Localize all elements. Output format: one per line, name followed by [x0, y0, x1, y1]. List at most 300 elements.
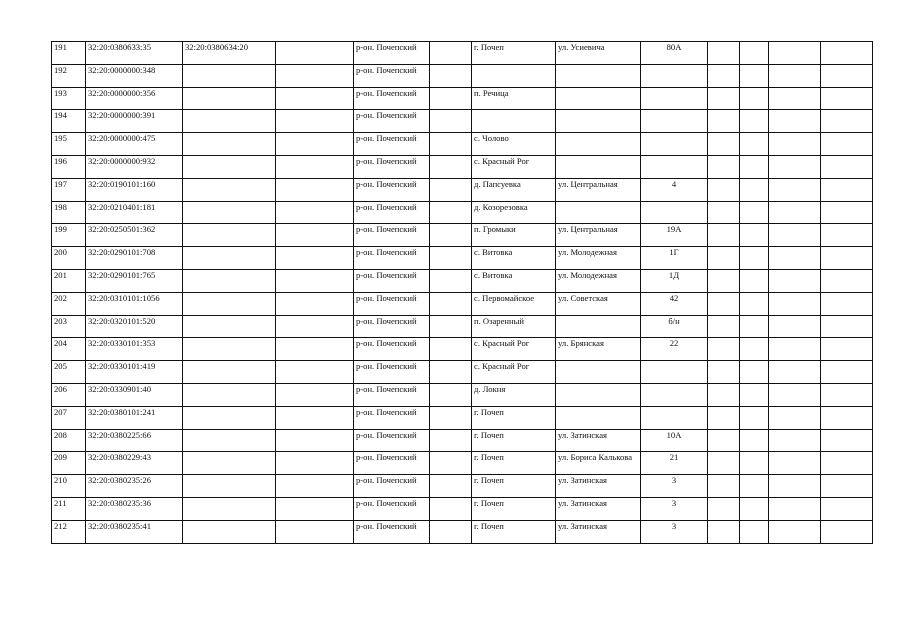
table-row	[52, 201, 873, 224]
table-row	[52, 224, 873, 247]
empty-cell	[821, 406, 873, 429]
row-number-cell: 210	[52, 475, 86, 498]
empty-cell	[821, 64, 873, 87]
table-row	[52, 475, 873, 498]
parent-cadastral-number-cell	[183, 292, 276, 315]
house-number-cell: 1Д	[641, 269, 708, 292]
table-row	[52, 361, 873, 384]
house-number-cell: 3	[641, 520, 708, 543]
empty-cell	[708, 406, 740, 429]
settlement-municipality-cell	[430, 133, 472, 156]
locality-cell: с. Витовка	[472, 269, 556, 292]
empty-cell	[740, 406, 769, 429]
settlement-municipality-cell	[430, 155, 472, 178]
row-number-cell: 209	[52, 452, 86, 475]
street-cell: ул. Усиевича	[556, 42, 641, 65]
extra-field-cell	[276, 361, 354, 384]
empty-cell	[740, 110, 769, 133]
empty-cell	[769, 383, 821, 406]
row-number-cell: 212	[52, 520, 86, 543]
parent-cadastral-number-cell	[183, 452, 276, 475]
empty-cell	[740, 429, 769, 452]
street-cell	[556, 315, 641, 338]
parent-cadastral-number-cell	[183, 475, 276, 498]
extra-field-cell	[276, 497, 354, 520]
cadastral-number-cell: 32:20:0330101:353	[86, 338, 183, 361]
table-row	[52, 429, 873, 452]
cadastral-number-cell: 32:20:0000000:932	[86, 155, 183, 178]
house-number-cell: 3	[641, 497, 708, 520]
empty-cell	[769, 475, 821, 498]
empty-cell	[821, 361, 873, 384]
house-number-cell: 1Г	[641, 247, 708, 270]
table-row	[52, 133, 873, 156]
street-cell: ул. Бориса Калькова	[556, 452, 641, 475]
empty-cell	[708, 338, 740, 361]
table-row	[52, 383, 873, 406]
extra-field-cell	[276, 292, 354, 315]
settlement-municipality-cell	[430, 42, 472, 65]
locality-cell: с. Красный Рог	[472, 155, 556, 178]
empty-cell	[769, 269, 821, 292]
empty-cell	[821, 224, 873, 247]
parent-cadastral-number-cell	[183, 338, 276, 361]
cadastral-number-cell: 32:20:0290101:765	[86, 269, 183, 292]
empty-cell	[740, 520, 769, 543]
extra-field-cell	[276, 201, 354, 224]
extra-field-cell	[276, 383, 354, 406]
empty-cell	[769, 224, 821, 247]
settlement-municipality-cell	[430, 201, 472, 224]
street-cell: ул. Советская	[556, 292, 641, 315]
empty-cell	[821, 42, 873, 65]
row-number-cell: 206	[52, 383, 86, 406]
district-cell: р-он. Почепский	[354, 520, 430, 543]
table-row	[52, 178, 873, 201]
empty-cell	[821, 520, 873, 543]
cadastral-number-cell: 32:20:0250501:362	[86, 224, 183, 247]
cadastral-number-cell: 32:20:0310101:1056	[86, 292, 183, 315]
district-cell: р-он. Почепский	[354, 452, 430, 475]
district-cell: р-он. Почепский	[354, 338, 430, 361]
parent-cadastral-number-cell	[183, 64, 276, 87]
empty-cell	[708, 201, 740, 224]
district-cell: р-он. Почепский	[354, 429, 430, 452]
row-number-cell: 192	[52, 64, 86, 87]
row-number-cell: 198	[52, 201, 86, 224]
settlement-municipality-cell	[430, 87, 472, 110]
house-number-cell: 4	[641, 178, 708, 201]
house-number-cell	[641, 64, 708, 87]
empty-cell	[708, 42, 740, 65]
row-number-cell: 200	[52, 247, 86, 270]
empty-cell	[740, 247, 769, 270]
table-row	[52, 269, 873, 292]
empty-cell	[740, 383, 769, 406]
empty-cell	[740, 292, 769, 315]
cadastral-number-cell: 32:20:0380235:36	[86, 497, 183, 520]
empty-cell	[740, 361, 769, 384]
district-cell: р-он. Почепский	[354, 110, 430, 133]
empty-cell	[821, 178, 873, 201]
empty-cell	[821, 497, 873, 520]
house-number-cell: 42	[641, 292, 708, 315]
district-cell: р-он. Почепский	[354, 247, 430, 270]
table-row	[52, 87, 873, 110]
cadastral-number-cell: 32:20:0000000:391	[86, 110, 183, 133]
empty-cell	[769, 155, 821, 178]
empty-cell	[769, 110, 821, 133]
table-row	[52, 110, 873, 133]
row-number-cell: 208	[52, 429, 86, 452]
street-cell	[556, 64, 641, 87]
parent-cadastral-number-cell	[183, 224, 276, 247]
street-cell	[556, 110, 641, 133]
district-cell: р-он. Почепский	[354, 42, 430, 65]
parent-cadastral-number-cell	[183, 383, 276, 406]
district-cell: р-он. Почепский	[354, 315, 430, 338]
row-number-cell: 196	[52, 155, 86, 178]
settlement-municipality-cell	[430, 178, 472, 201]
extra-field-cell	[276, 315, 354, 338]
empty-cell	[821, 110, 873, 133]
empty-cell	[821, 292, 873, 315]
street-cell	[556, 383, 641, 406]
house-number-cell	[641, 87, 708, 110]
table-row	[52, 452, 873, 475]
settlement-municipality-cell	[430, 64, 472, 87]
empty-cell	[821, 429, 873, 452]
empty-cell	[740, 315, 769, 338]
cadastral-number-cell: 32:20:0330901:40	[86, 383, 183, 406]
house-number-cell	[641, 155, 708, 178]
district-cell: р-он. Почепский	[354, 178, 430, 201]
empty-cell	[769, 133, 821, 156]
table-row	[52, 497, 873, 520]
empty-cell	[821, 315, 873, 338]
empty-cell	[769, 292, 821, 315]
row-number-cell: 201	[52, 269, 86, 292]
house-number-cell: 19А	[641, 224, 708, 247]
street-cell: ул. Затинская	[556, 520, 641, 543]
house-number-cell: б/н	[641, 315, 708, 338]
settlement-municipality-cell	[430, 452, 472, 475]
empty-cell	[769, 201, 821, 224]
table-row	[52, 42, 873, 65]
extra-field-cell	[276, 269, 354, 292]
table-row	[52, 292, 873, 315]
house-number-cell: 10А	[641, 429, 708, 452]
table-body	[52, 42, 873, 544]
settlement-municipality-cell	[430, 269, 472, 292]
district-cell: р-он. Почепский	[354, 87, 430, 110]
house-number-cell: 80А	[641, 42, 708, 65]
empty-cell	[708, 178, 740, 201]
parent-cadastral-number-cell	[183, 429, 276, 452]
empty-cell	[821, 269, 873, 292]
street-cell	[556, 406, 641, 429]
empty-cell	[821, 338, 873, 361]
empty-cell	[708, 292, 740, 315]
empty-cell	[708, 452, 740, 475]
locality-cell: г. Почеп	[472, 452, 556, 475]
street-cell	[556, 361, 641, 384]
street-cell: ул. Затинская	[556, 497, 641, 520]
empty-cell	[821, 383, 873, 406]
settlement-municipality-cell	[430, 315, 472, 338]
cadastral-number-cell: 32:20:0000000:475	[86, 133, 183, 156]
empty-cell	[769, 315, 821, 338]
locality-cell: с. Первомайское	[472, 292, 556, 315]
empty-cell	[740, 133, 769, 156]
locality-cell: д. Козорезовка	[472, 201, 556, 224]
settlement-municipality-cell	[430, 361, 472, 384]
empty-cell	[708, 429, 740, 452]
row-number-cell: 202	[52, 292, 86, 315]
empty-cell	[740, 178, 769, 201]
empty-cell	[740, 497, 769, 520]
settlement-municipality-cell	[430, 406, 472, 429]
cadastral-number-cell: 32:20:0290101:708	[86, 247, 183, 270]
empty-cell	[740, 452, 769, 475]
district-cell: р-он. Почепский	[354, 64, 430, 87]
empty-cell	[769, 42, 821, 65]
street-cell: ул. Брянская	[556, 338, 641, 361]
empty-cell	[821, 247, 873, 270]
empty-cell	[740, 155, 769, 178]
row-number-cell: 195	[52, 133, 86, 156]
empty-cell	[740, 269, 769, 292]
empty-cell	[821, 201, 873, 224]
house-number-cell: 21	[641, 452, 708, 475]
empty-cell	[708, 497, 740, 520]
street-cell	[556, 133, 641, 156]
cadastral-number-cell: 32:20:0380225:66	[86, 429, 183, 452]
empty-cell	[821, 87, 873, 110]
settlement-municipality-cell	[430, 383, 472, 406]
empty-cell	[769, 178, 821, 201]
parent-cadastral-number-cell	[183, 520, 276, 543]
cadastral-number-cell: 32:20:0380101:241	[86, 406, 183, 429]
settlement-municipality-cell	[430, 497, 472, 520]
locality-cell: д. Локня	[472, 383, 556, 406]
street-cell	[556, 201, 641, 224]
settlement-municipality-cell	[430, 247, 472, 270]
empty-cell	[821, 475, 873, 498]
extra-field-cell	[276, 178, 354, 201]
parent-cadastral-number-cell	[183, 315, 276, 338]
empty-cell	[740, 224, 769, 247]
empty-cell	[740, 338, 769, 361]
empty-cell	[769, 429, 821, 452]
empty-cell	[708, 361, 740, 384]
house-number-cell	[641, 383, 708, 406]
locality-cell: п. Речица	[472, 87, 556, 110]
house-number-cell	[641, 406, 708, 429]
table-row	[52, 247, 873, 270]
extra-field-cell	[276, 133, 354, 156]
row-number-cell: 199	[52, 224, 86, 247]
street-cell: ул. Затинская	[556, 429, 641, 452]
row-number-cell: 193	[52, 87, 86, 110]
extra-field-cell	[276, 475, 354, 498]
cadastral-number-cell: 32:20:0380235:41	[86, 520, 183, 543]
table-row	[52, 155, 873, 178]
empty-cell	[821, 133, 873, 156]
settlement-municipality-cell	[430, 475, 472, 498]
empty-cell	[740, 42, 769, 65]
empty-cell	[708, 520, 740, 543]
cadastral-number-cell: 32:20:0330101:419	[86, 361, 183, 384]
locality-cell: с. Красный Рог	[472, 338, 556, 361]
parent-cadastral-number-cell	[183, 361, 276, 384]
house-number-cell	[641, 361, 708, 384]
empty-cell	[769, 247, 821, 270]
empty-cell	[769, 361, 821, 384]
street-cell	[556, 155, 641, 178]
district-cell: р-он. Почепский	[354, 224, 430, 247]
cadastral-number-cell: 32:20:0000000:356	[86, 87, 183, 110]
street-cell: ул. Центральная	[556, 178, 641, 201]
house-number-cell	[641, 133, 708, 156]
house-number-cell: 3	[641, 475, 708, 498]
locality-cell: г. Почеп	[472, 475, 556, 498]
extra-field-cell	[276, 224, 354, 247]
empty-cell	[769, 338, 821, 361]
extra-field-cell	[276, 520, 354, 543]
extra-field-cell	[276, 452, 354, 475]
row-number-cell: 205	[52, 361, 86, 384]
empty-cell	[769, 64, 821, 87]
locality-cell: г. Почеп	[472, 520, 556, 543]
empty-cell	[708, 87, 740, 110]
row-number-cell: 203	[52, 315, 86, 338]
locality-cell: с. Витовка	[472, 247, 556, 270]
empty-cell	[740, 201, 769, 224]
extra-field-cell	[276, 406, 354, 429]
empty-cell	[708, 110, 740, 133]
cadastral-number-cell: 32:20:0210401:181	[86, 201, 183, 224]
parent-cadastral-number-cell	[183, 497, 276, 520]
empty-cell	[708, 315, 740, 338]
parent-cadastral-number-cell	[183, 247, 276, 270]
cadastral-number-cell: 32:20:0380229:43	[86, 452, 183, 475]
extra-field-cell	[276, 64, 354, 87]
parent-cadastral-number-cell	[183, 178, 276, 201]
street-cell: ул. Центральная	[556, 224, 641, 247]
row-number-cell: 211	[52, 497, 86, 520]
empty-cell	[769, 452, 821, 475]
table-row	[52, 338, 873, 361]
district-cell: р-он. Почепский	[354, 133, 430, 156]
empty-cell	[769, 406, 821, 429]
parent-cadastral-number-cell	[183, 87, 276, 110]
empty-cell	[708, 64, 740, 87]
table-row	[52, 406, 873, 429]
empty-cell	[708, 155, 740, 178]
locality-cell: г. Почеп	[472, 429, 556, 452]
locality-cell	[472, 110, 556, 133]
empty-cell	[708, 224, 740, 247]
district-cell: р-он. Почепский	[354, 475, 430, 498]
table-row	[52, 64, 873, 87]
settlement-municipality-cell	[430, 429, 472, 452]
settlement-municipality-cell	[430, 338, 472, 361]
district-cell: р-он. Почепский	[354, 406, 430, 429]
cadastral-number-cell: 32:20:0000000:348	[86, 64, 183, 87]
district-cell: р-он. Почепский	[354, 201, 430, 224]
empty-cell	[821, 452, 873, 475]
locality-cell: г. Почеп	[472, 497, 556, 520]
locality-cell: д. Папсуевка	[472, 178, 556, 201]
empty-cell	[769, 87, 821, 110]
settlement-municipality-cell	[430, 224, 472, 247]
street-cell: ул. Молодежная	[556, 247, 641, 270]
cadastral-number-cell: 32:20:0320101:520	[86, 315, 183, 338]
empty-cell	[708, 475, 740, 498]
row-number-cell: 197	[52, 178, 86, 201]
settlement-municipality-cell	[430, 110, 472, 133]
empty-cell	[769, 520, 821, 543]
row-number-cell: 204	[52, 338, 86, 361]
parent-cadastral-number-cell	[183, 155, 276, 178]
street-cell: ул. Затинская	[556, 475, 641, 498]
empty-cell	[821, 155, 873, 178]
district-cell: р-он. Почепский	[354, 292, 430, 315]
empty-cell	[740, 87, 769, 110]
empty-cell	[740, 475, 769, 498]
parent-cadastral-number-cell	[183, 201, 276, 224]
extra-field-cell	[276, 110, 354, 133]
parent-cadastral-number-cell	[183, 110, 276, 133]
settlement-municipality-cell	[430, 292, 472, 315]
locality-cell: п. Озаренный	[472, 315, 556, 338]
extra-field-cell	[276, 429, 354, 452]
register-table	[51, 41, 873, 544]
locality-cell: с. Красный Рог	[472, 361, 556, 384]
cadastral-number-cell: 32:20:0380633:35	[86, 42, 183, 65]
house-number-cell: 22	[641, 338, 708, 361]
empty-cell	[740, 64, 769, 87]
cadastral-number-cell: 32:20:0190101:160	[86, 178, 183, 201]
district-cell: р-он. Почепский	[354, 269, 430, 292]
extra-field-cell	[276, 338, 354, 361]
locality-cell: г. Почеп	[472, 42, 556, 65]
house-number-cell	[641, 201, 708, 224]
locality-cell: с. Чолово	[472, 133, 556, 156]
locality-cell	[472, 64, 556, 87]
parent-cadastral-number-cell	[183, 269, 276, 292]
row-number-cell: 194	[52, 110, 86, 133]
locality-cell: п. Громыки	[472, 224, 556, 247]
empty-cell	[769, 497, 821, 520]
table-row	[52, 315, 873, 338]
settlement-municipality-cell	[430, 520, 472, 543]
parent-cadastral-number-cell	[183, 133, 276, 156]
parent-cadastral-number-cell	[183, 406, 276, 429]
extra-field-cell	[276, 155, 354, 178]
parent-cadastral-number-cell: 32:20:0380634:20	[183, 42, 276, 65]
district-cell: р-он. Почепский	[354, 155, 430, 178]
district-cell: р-он. Почепский	[354, 361, 430, 384]
extra-field-cell	[276, 42, 354, 65]
house-number-cell	[641, 110, 708, 133]
empty-cell	[708, 247, 740, 270]
extra-field-cell	[276, 247, 354, 270]
extra-field-cell	[276, 87, 354, 110]
street-cell: ул. Молодежная	[556, 269, 641, 292]
district-cell: р-он. Почепский	[354, 383, 430, 406]
